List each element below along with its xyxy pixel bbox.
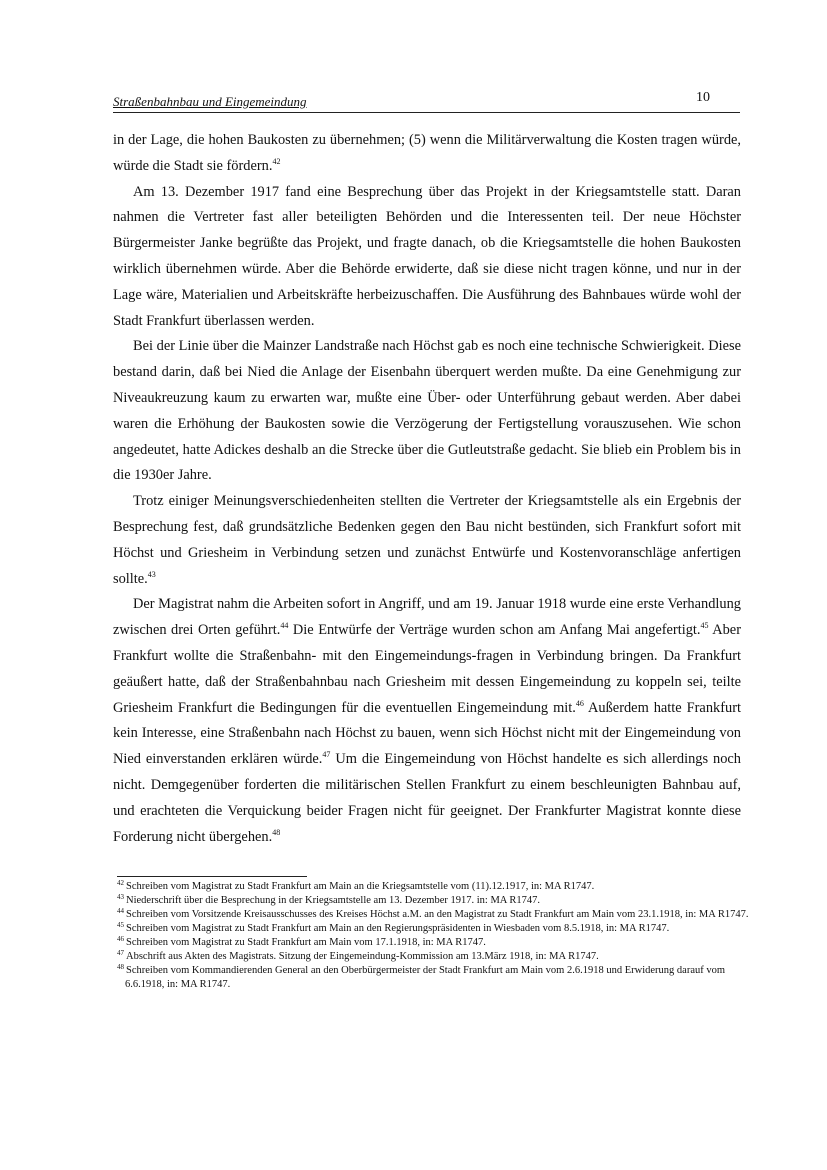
footnote-number: 46 <box>117 935 124 943</box>
footnote-reference[interactable]: 42 <box>272 156 281 166</box>
paragraph-text: Der Magistrat nahm die Arbeiten sofort in Angriff, und am 19. Januar 1918 wurde eine erste Verhandlung zwischen drei Orten geführt. <box>113 596 741 639</box>
running-header <box>113 90 740 113</box>
footnote-number: 44 <box>117 907 124 915</box>
paragraph-text: Aber Frankfurt wollte die Straßenbahn- mit den Eingemeindungs-fragen in Verbindung bringen. Da Frankfurt geäußert hatte, daß der Straßenbahnbau nach Griesheim mit dessen Eingemeindung zu koppeln sei, teilte Griesheim Frankfurt die Bedingungen für die eventuellen Eingemeindung mit. <box>113 622 741 716</box>
footnote-text: Abschrift aus Akten des Magistrats. Sitzung der Eingemeindung-Kommission am 13.März 1918, in: MA R1747. <box>126 951 599 962</box>
paragraph-text: in der Lage, die hohen Baukosten zu übernehmen; (5) wenn die Militärverwaltung die Kosten tragen würde, würde die Stadt sie fördern. <box>113 132 741 174</box>
body-paragraph <box>113 180 741 335</box>
footnote-text: Schreiben vom Kommandierenden General an den Oberbürgermeister der Stadt Frankfurt am Main vom 2.6.1918 und Erwiderung darauf vom 6.6.1918, in: MA R1747. <box>125 965 726 990</box>
body-paragraph <box>113 128 741 180</box>
body-text <box>113 128 741 850</box>
paragraph-text: Trotz einiger Meinungsverschiedenheiten stellten die Vertreter der Kriegsamtstelle als ein Ergebnis der Besprechung fest, daß grundsätzliche Bedenken gegen den Bau nicht bestünden, sich Frankfurt sofort mit Höchst und Griesheim in Verbindung setzen und zunächst Entwürfe und Kostenvoranschläge anfertigen sollte. <box>113 493 741 587</box>
footnote-text: Schreiben vom Magistrat zu Stadt Frankfurt am Main vom 17.1.1918, in: MA R1747. <box>126 937 486 948</box>
footnotes <box>117 880 757 992</box>
footnote-reference[interactable]: 48 <box>272 827 281 837</box>
footnote-item <box>117 922 757 936</box>
footnote-item <box>117 936 757 950</box>
footnote-reference[interactable]: 46 <box>575 698 584 708</box>
footnote-item <box>117 908 757 922</box>
footnote-item <box>117 950 757 964</box>
footnote-text: Schreiben vom Magistrat zu Stadt Frankfurt am Main an den Regierungspräsidenten in Wiesbaden vom 8.5.1918, in: MA R1747. <box>126 923 670 934</box>
footnote-reference[interactable]: 47 <box>322 750 331 760</box>
footnote-text: Schreiben vom Vorsitzende Kreisausschusses des Kreises Höchst a.M. an den Magistrat zu Stadt Frankfurt am Main vom 23.1.1918, in: MA R1747. <box>126 909 749 920</box>
footnote-reference[interactable]: 43 <box>147 569 156 579</box>
running-header-title: Straßenbahnbau und Eingemeindung <box>113 94 307 109</box>
footnote-item <box>117 964 757 992</box>
paragraph-text: Um die Eingemeindung von Höchst handelte es sich allerdings noch nicht. Demgegenüber forderten die militärischen Stellen Frankfurt zu einem beschleunigten Bahnbau auf, und erachteten die Verquickung beider Fragen nicht für geeignet. Der Frankfurter Magistrat konnte diese Forderung nicht übergehen. <box>113 751 741 845</box>
footnote-text: Schreiben vom Magistrat zu Stadt Frankfurt am Main an die Kriegsamtstelle vom (11).12.1917, in: MA R1747. <box>126 881 595 892</box>
paragraph-text: Außerdem hatte Frankfurt kein Interesse, eine Straßenbahn nach Höchst zu bauen, wenn sich Höchst nicht mit der Eingemeindung von Nied einverstanden erklären würde. <box>113 699 741 768</box>
footnote-number: 45 <box>117 921 124 929</box>
paragraph-text: Die Entwürfe der Verträge wurden schon am Anfang Mai angefertigt. <box>288 622 701 639</box>
footnote-number: 47 <box>117 949 124 957</box>
body-paragraph <box>113 489 741 592</box>
footnote-separator <box>117 876 307 877</box>
paragraph-text: Am 13. Dezember 1917 fand eine Besprechung über das Projekt in der Kriegsamtstelle statt. Daran nahmen die Vertreter fast aller beteiligten Behörden und die Interessenten teil. Der neue Höchster Bürgermeister Janke begrüßte das Projekt, und fragte danach, ob die Kriegsamtstelle die hohen Baukosten wirklich übernehmen würde. Aber die Behörde erwiderte, daß sie diese nicht tragen könne, und nur in der Lage wäre, Materialien und Arbeitskräfte herbeizuschaffen. Die Ausführung des Bahnbaues würde wohl der Stadt Frankfurt überlassen werden. <box>113 183 741 329</box>
footnote-reference[interactable]: 44 <box>280 621 289 631</box>
footnote-text: Niederschrift über die Besprechung in der Kriegsamtstelle am 13. Dezember 1917. in: MA R1747. <box>126 895 541 906</box>
footnote-number: 43 <box>117 893 124 901</box>
body-paragraph <box>113 592 741 850</box>
footnote-item <box>117 880 757 894</box>
body-paragraph <box>113 334 741 489</box>
footnote-reference[interactable]: 45 <box>700 621 709 631</box>
page-number: 10 <box>696 90 710 105</box>
footnote-item <box>117 894 757 908</box>
paragraph-text: Bei der Linie über die Mainzer Landstraße nach Höchst gab es noch eine technische Schwierigkeit. Diese bestand darin, daß bei Nied die Anlage der Eisenbahn überquert werden mußte. Da eine Genehmigung zur Niveaukreuzung kaum zu erwarten war, mußte eine Über- oder Unterführung gebaut werden. Aber dabei waren die Erhöhung der Baukosten sowie die Verzögerung der Fertigstellung vorauszusehen. Wie schon angedeutet, hatte Adickes deshalb an die Strecke über die Gutleutstraße gedacht. Sie blieb ein Problem bis in die 1930er Jahre. <box>113 338 741 484</box>
footnote-number: 42 <box>117 879 124 887</box>
footnote-number: 48 <box>117 963 124 971</box>
